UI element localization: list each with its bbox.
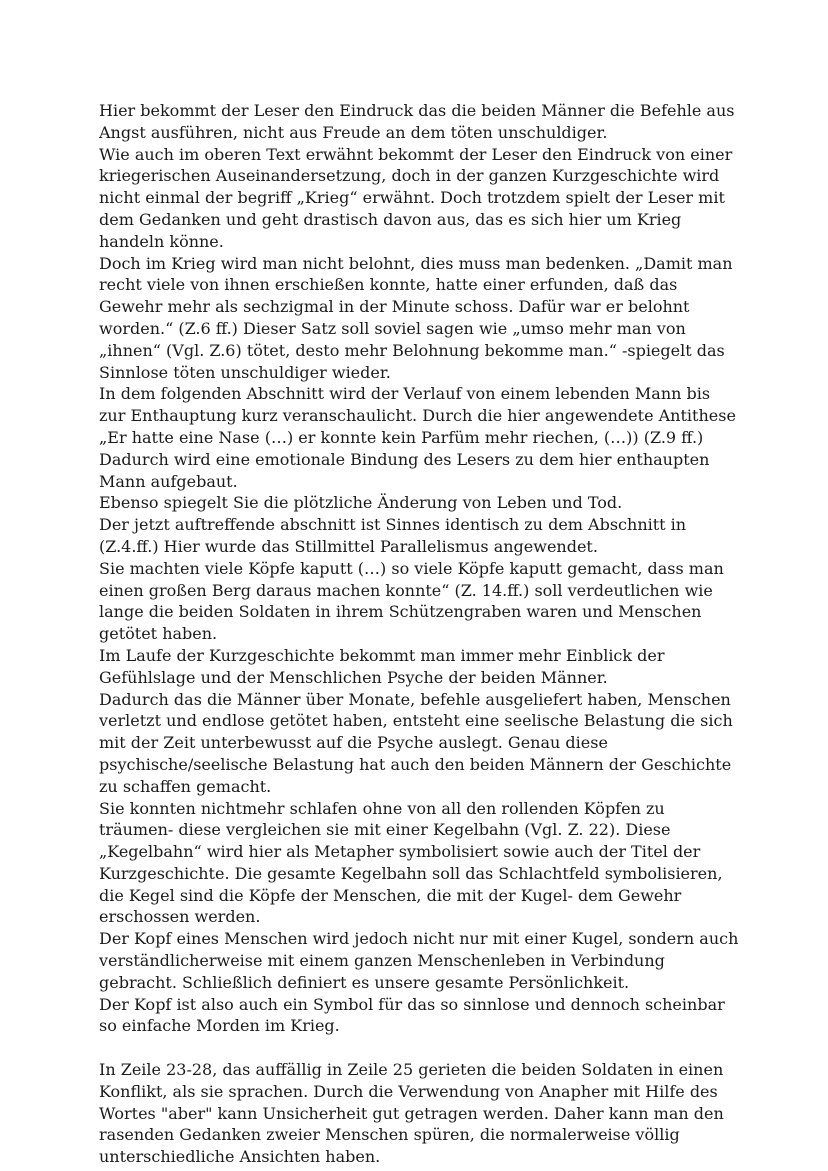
paragraph: Doch im Krieg wird man nicht belohnt, dies muss man bedenken. „Damit man recht viele von ihnen erschießen konnte, hatte einer erfunden, daß das Gewehr mehr als sechzigmal in der Minute schoss. Dafür war er belohnt worden.“ (Z.6 ff.) Dieser Satz soll soviel sagen wie „umso mehr man von „ihnen“ (Vgl. Z.6) tötet, desto mehr Belohnung bekomme man.“ -spiegelt das Sinnlose töten unschuldiger wieder.	[99, 253, 733, 382]
paragraph: Wie auch im oberen Text erwähnt bekommt der Leser den Eindruck von einer kriegerischen Auseinandersetzung, doch in der ganzen Kurzgeschichte wird nicht einmal der begriff „Krieg“ erwähnt. Doch trotzdem spielt der Leser mit dem Gedanken und geht drastisch davon aus, das es sich hier um Krieg handeln könne.	[99, 144, 733, 251]
paragraph: In Zeile 23-28, das auffällig in Zeile 25 gerieten die beiden Soldaten in einen Konflikt, als sie sprachen. Durch die Verwendung von Anapher mit Hilfe des Wortes "aber" kann Unsicherheit gut getragen werden. Daher kann man den rasenden Gedanken zweier Menschen spüren, die normalerweise völlig unterschiedliche Ansichten haben.	[99, 1060, 724, 1167]
paragraph: Im Laufe der Kurzgeschichte bekommt man immer mehr Einblick der Gefühlslage und der Menschlichen Psyche der beiden Männer.	[99, 645, 665, 687]
document-body	[99, 100, 739, 1168]
paragraph: Der Kopf eines Menschen wird jedoch nicht nur mit einer Kugel, sondern auch verständlicherweise mit einem ganzen Menschenleben in Verbindung gebracht. Schließlich definiert es unsere gesamte Persönlichkeit.	[99, 929, 739, 992]
paragraph: Sie konnten nichtmehr schlafen ohne von all den rollenden Köpfen zu träumen- diese vergleichen sie mit einer Kegelbahn (Vgl. Z. 22). Diese „Kegelbahn“ wird hier als Metapher symbolisiert sowie auch der Titel der Kurzgeschichte. Die gesamte Kegelbahn soll das Schlachtfeld symbolisieren, die Kegel sind die Köpfe der Menschen, die mit der Kugel- dem Gewehr erschossen werden.	[99, 798, 723, 927]
paragraph: Der Kopf ist also auch ein Symbol für das so sinnlose und dennoch scheinbar so einfache Morden im Krieg.	[99, 994, 725, 1036]
paragraph: In dem folgenden Abschnitt wird der Verlauf von einem lebenden Mann bis zur Enthauptung kurz veranschaulicht. Durch die hier angewendete Antithese „Er hatte eine Nase (…) er konnte kein Parfüm mehr riechen, (…)) (Z.9 ff.) Dadurch wird eine emotionale Bindung des Lesers zu dem hier enthaupten Mann aufgebaut.	[99, 384, 736, 491]
paragraph: Der jetzt auftreffende abschnitt ist Sinnes identisch zu dem Abschnitt in (Z.4.ff.) Hier wurde das Stillmittel Parallelismus angewendet.	[99, 515, 687, 556]
paragraph: Hier bekommt der Leser den Eindruck das die beiden Männer die Befehle aus Angst ausführen, nicht aus Freude an dem töten unschuldiger.	[99, 101, 735, 142]
paragraph: Sie machten viele Köpfe kaputt (…) so viele Köpfe kaputt gemacht, dass man einen großen Berg daraus machen konnte“ (Z. 14.ff.) soll verdeutlichen wie lange die beiden Soldaten in ihrem Schützengraben waren und Menschen getötet haben.	[99, 558, 724, 644]
paragraph: Dadurch das die Männer über Monate, befehle ausgeliefert haben, Menschen verletzt und endlose getötet haben, entsteht eine seelische Belastung die sich mit der Zeit unterbewusst auf die Psyche auslegt. Genau diese psychische/seelische Belastung hat auch den beiden Männern der Geschichte zu schaffen gemacht.	[99, 689, 733, 796]
paragraph: Ebenso spiegelt Sie die plötzliche Änderung von Leben und Tod.	[99, 493, 623, 513]
